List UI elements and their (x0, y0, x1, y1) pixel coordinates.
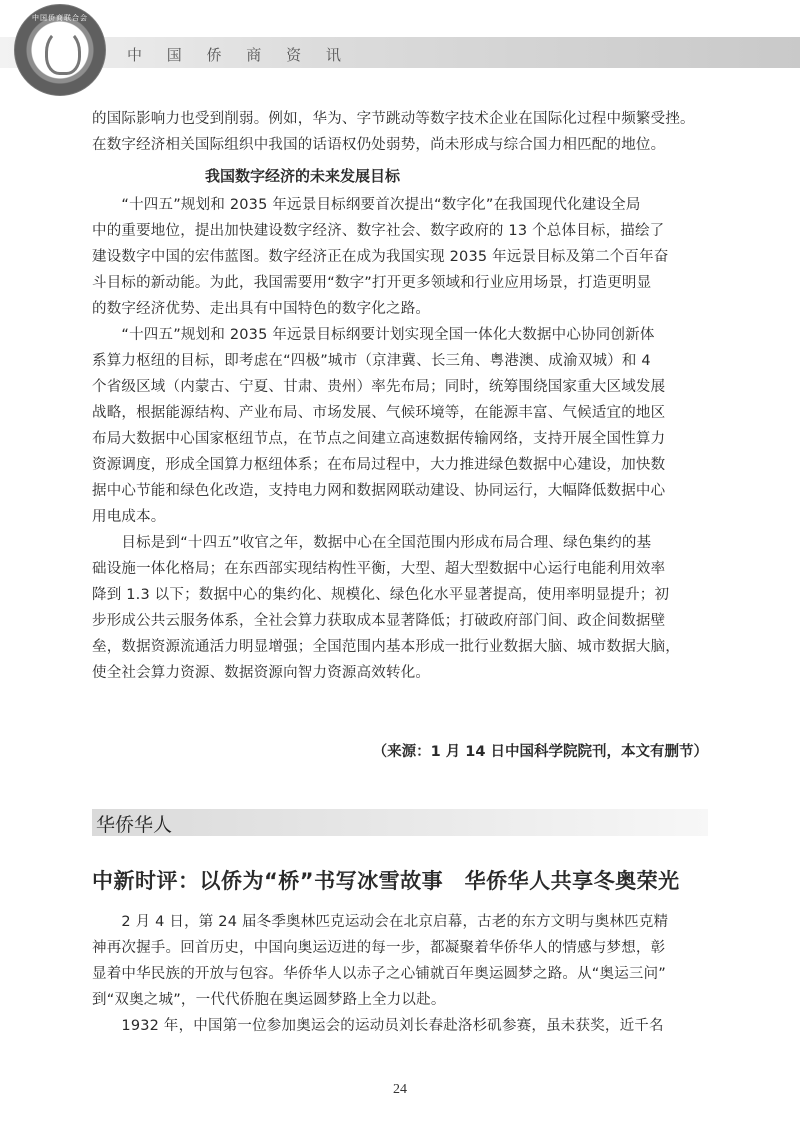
text-line: 使全社会算力资源、数据资源向智力资源高效转化。 (92, 665, 431, 681)
text-line: 到“双奥之城”，一代代侨胞在奥运圆梦路上全力以赴。 (92, 992, 446, 1008)
section1-body (92, 192, 712, 686)
organization-logo (14, 4, 106, 96)
text-line: 战略，根据能源结构、产业布局、市场发展、气候环境等，在能源丰富、气候适宜的地区 (92, 405, 666, 421)
text-line: 用电成本。 (92, 509, 166, 525)
text-line: 1932 年，中国第一位参加奥运会的运动员刘长春赴洛杉矶参赛，虽未获奖，近千名 (92, 1018, 664, 1034)
logo-emblem-icon (45, 29, 81, 75)
text-line: 的国际影响力也受到削弱。例如，华为、字节跳动等数字技术企业在国际化过程中频繁受挫。 (92, 111, 695, 127)
section-heading: 我国数字经济的未来发展目标 (205, 167, 401, 185)
text-line: 资源调度，形成全国算力枢纽体系；在布局过程中，大力推进绿色数据中心建设，加快数 (92, 457, 666, 473)
text-line: 降到 1.3 以下；数据中心的集约化、规模化、绿色化水平显著提高，使用率明显提升；初 (92, 587, 670, 603)
text-line: 步形成公共云服务体系，全社会算力获取成本显著降低；打破政府部门间、政企间数据壁 (92, 613, 666, 629)
text-line: 2 月 4 日，第 24 届冬季奥林匹克运动会在北京启幕，古老的东方文明与奥林匹克精 (92, 914, 669, 930)
article-body (92, 909, 712, 1039)
intro-paragraph (92, 106, 712, 158)
section-band (92, 809, 708, 836)
text-line: 础设施一体化格局；在东西部实现结构性平衡，大型、超大型数据中心运行电能利用效率 (92, 561, 666, 577)
text-line: “十四五”规划和 2035 年远景目标纲要首次提出“数字化”在我国现代化建设全局 (92, 197, 641, 213)
article-title: 中新时评：以侨为“桥”书写冰雪故事 华侨华人共享冬奥荣光 (92, 869, 680, 893)
publication-title: 中 国 侨 商 资 讯 (127, 46, 351, 64)
logo-text: 中国侨商联合会 (32, 14, 88, 22)
source-citation: （来源：1 月 14 日中国科学院院刊，本文有删节） (372, 744, 708, 760)
text-line: “十四五”规划和 2035 年远景目标纲要计划实现全国一体化大数据中心协同创新体 (92, 327, 655, 343)
text-line: 神再次握手。回首历史，中国向奥运迈进的每一步，都凝聚着华侨华人的情感与梦想，彰 (92, 940, 666, 956)
page-number: 24 (393, 1082, 407, 1097)
text-line: 中的重要地位，提出加快建设数字经济、数字社会、数字政府的 13 个总体目标，描绘了 (92, 223, 665, 239)
text-line: 斗目标的新动能。为此，我国需要用“数字”打开更多领域和行业应用场景，打造更明显 (92, 275, 652, 291)
text-line: 垒，数据资源流通活力明显增强；全国范围内基本形成一批行业数据大脑、城市数据大脑， (92, 639, 680, 655)
text-line: 建设数字中国的宏伟蓝图。数字经济正在成为我国实现 2035 年远景目标及第二个百年奋 (92, 249, 669, 265)
text-line: 显着中华民族的开放与包容。华侨华人以赤子之心铺就百年奥运圆梦之路。从“奥运三问” (92, 966, 667, 982)
text-line: 在数字经济相关国际组织中我国的话语权仍处弱势，尚未形成与综合国力相匹配的地位。 (92, 137, 666, 153)
text-line: 目标是到“十四五”收官之年，数据中心在全国范围内形成布局合理、绿色集约的基 (92, 535, 652, 551)
text-line: 布局大数据中心国家枢纽节点，在节点之间建立高速数据传输网络，支持开展全国性算力 (92, 431, 666, 447)
text-line: 据中心节能和绿色化改造，支持电力网和数据网联动建设、协同运行，大幅降低数据中心 (92, 483, 666, 499)
section-band-title: 华侨华人 (96, 814, 173, 836)
text-line: 个省级区域（内蒙古、宁夏、甘肃、贵州）率先布局；同时，统筹围绕国家重大区域发展 (92, 379, 666, 395)
text-line: 系算力枢纽的目标，即考虑在“四极”城市（京津冀、长三角、粤港澳、成渝双城）和 4 (92, 353, 651, 369)
header-band (0, 37, 800, 68)
text-line: 的数字经济优势、走出具有中国特色的数字化之路。 (92, 301, 431, 317)
